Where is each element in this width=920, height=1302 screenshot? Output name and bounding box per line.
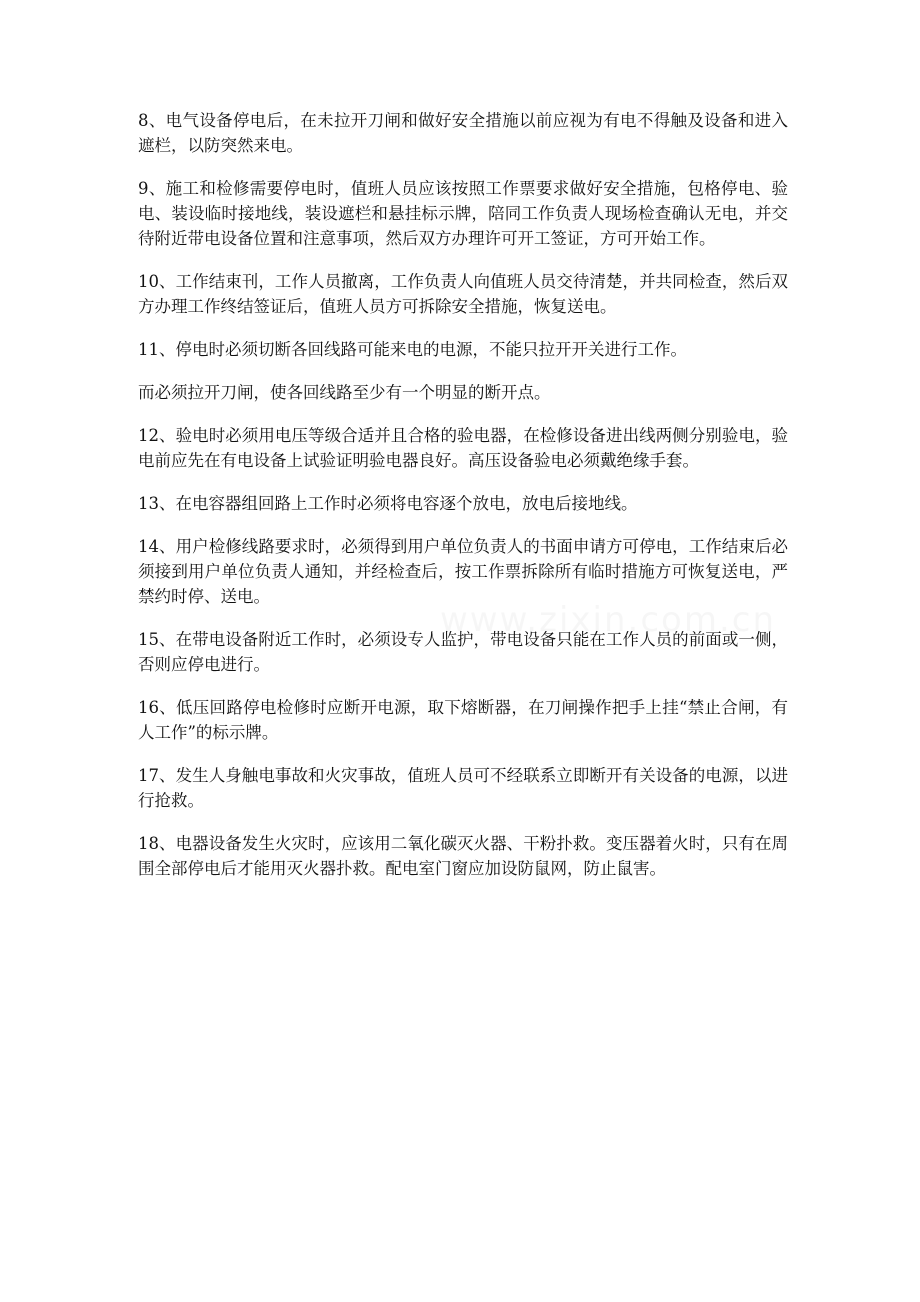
- document-body: [138, 108, 788, 899]
- paragraph-11-continued: 而必须拉开刀闸，使各回线路至少有一个明显的断开点。: [138, 383, 551, 402]
- paragraph-12: 12、验电时必须用电压等级合适并且合格的验电器，在检修设备进出线两侧分别验电，验电前应先在有电设备上试验证明验电器良好。高压设备验电必须戴绝缘手套。: [138, 426, 788, 470]
- paragraph-10: 10、工作结束刊，工作人员撤离，工作负责人向值班人员交待清楚，并共同检查，然后双方办理工作终结签证后，值班人员方可拆除安全措施，恢复送电。: [138, 272, 788, 316]
- paragraph-18: 18、电器设备发生火灾时，应该用二氧化碳灭火器、干粉扑救。变压器着火时，只有在周围全部停电后才能用灭火器扑救。配电室门窗应加设防鼠网，防止鼠害。: [138, 834, 788, 878]
- paragraph-14: 14、用户检修线路要求时，必须得到用户单位负责人的书面申请方可停电，工作结束后必须接到用户单位负责人通知，并经检查后，按工作票拆除所有临时措施方可恢复送电，严禁约时停、送电。: [138, 537, 788, 606]
- paragraph-17: 17、发生人身触电事故和火灾事故，值班人员可不经联系立即断开有关设备的电源，以进行抢救。: [138, 766, 788, 810]
- paragraph-13: 13、在电容器组回路上工作时必须将电容逐个放电，放电后接地线。: [138, 494, 638, 513]
- paragraph-11: 11、停电时必须切断各回线路可能来电的电源，不能只拉开开关进行工作。: [138, 340, 687, 359]
- paragraph-9: 9、施工和检修需要停电时，值班人员应该按照工作票要求做好安全措施，包格停电、验电、装设临时接地线，装设遮栏和悬挂标示牌，陪同工作负责人现场检查确认无电，并交待附近带电设备位置和注意事项，然后双方办理许可开工签证，方可开始工作。: [138, 179, 788, 248]
- paragraph-15: 15、在带电设备附近工作时，必须设专人监护，带电设备只能在工作人员的前面或一侧，否则应停电进行。: [138, 630, 788, 674]
- paragraph-16: 16、低压回路停电检修时应断开电源，取下熔断器，在刀闸操作把手上挂“禁止合闸，有人工作”的标示牌。: [138, 698, 788, 742]
- paragraph-8: 8、电气设备停电后，在未拉开刀闸和做好安全措施以前应视为有电不得触及设备和进入遮栏，以防突然来电。: [138, 111, 788, 155]
